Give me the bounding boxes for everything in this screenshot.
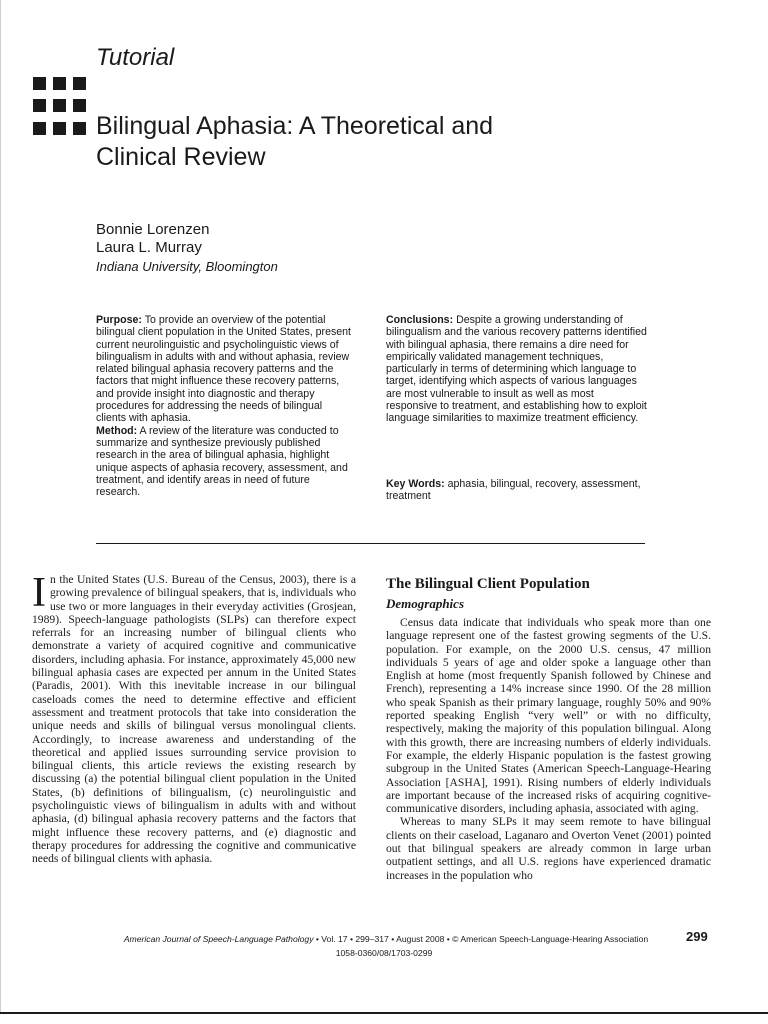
page-footer bbox=[60, 934, 712, 944]
right-body-column bbox=[386, 576, 711, 882]
purpose-label: Purpose: bbox=[96, 314, 142, 326]
section-label: Tutorial bbox=[96, 44, 175, 71]
subsection-heading: Demographics bbox=[386, 596, 464, 611]
intro-text: n the United States (U.S. Bureau of the Census, 2003), there is a growing prevalence of bilingual speakers, that is, individuals who use two or more languages in their everyday activities (Grosjean, 1989). Speech-language pathologists (SLPs) can therefore expect referrals for an increasing number of bilingual clients who demonstrate a variety of acquired cognitive and communicative disorders, including aphasia. For instance, approximately 45,000 new bilingual aphasia cases are expected per annum in the United States (Paradis, 2001). With this inevitable increase in our bilingual caseloads comes the need to determine effective and efficient assessment and treatment protocols that take into consideration the unique needs and skills of bilingual versus monolingual clients. Accordingly, to increase awareness and understanding of the theoretical and applied issues surrounding service provision to bilingual clients, this article reviews the existing research by discussing (a) the potential bilingual client population in the United States, (b) definitions of bilingualism, (c) neurolinguistic and psycholinguistic views of bilingualism in adults with and without aphasia, (d) bilingual aphasia recovery patterns and the factors that might influence these recovery patterns, and (e) diagnostic and therapy procedures for addressing the cognitive and communicative needs of bilingual clients with aphasia. bbox=[32, 573, 356, 866]
page-bottom-edge bbox=[0, 1012, 768, 1014]
journal-details: • Vol. 17 • 299–317 • August 2008 • © American Speech-Language-Hearing Association bbox=[313, 934, 649, 944]
issn-line: 1058-0360/08/1703-0299 bbox=[335, 948, 433, 958]
author-name: Bonnie Lorenzen bbox=[96, 221, 210, 238]
keywords-label: Key Words: bbox=[386, 478, 445, 490]
keywords-text: aphasia, bilingual, recovery, assessment, treatment bbox=[386, 478, 641, 503]
journal-name: American Journal of Speech-Language Pathology bbox=[123, 934, 314, 944]
abstract-conclusions bbox=[386, 314, 648, 425]
author-name: Laura L. Murray bbox=[96, 239, 202, 256]
abstract-left-column bbox=[96, 314, 354, 498]
abstract-right-column bbox=[386, 314, 648, 425]
intro-column bbox=[32, 570, 356, 866]
keywords bbox=[386, 478, 648, 503]
section-heading: The Bilingual Client Population bbox=[386, 576, 590, 592]
author-list bbox=[96, 221, 209, 257]
abstract-method bbox=[96, 425, 354, 499]
body-paragraph: Whereas to many SLPs it may seem remote to have bilingual clients on their caseload, Laganaro and Overton Venet (2001) pointed out that bilingual speakers are already common in large urban outpatient settings, and all U.S. regions have experienced dramatic increases in the population who bbox=[386, 815, 711, 882]
page-number: 299 bbox=[686, 929, 708, 944]
abstract-purpose bbox=[96, 314, 354, 425]
decorative-squares-icon bbox=[33, 77, 91, 137]
affiliation: Indiana University, Bloomington bbox=[96, 259, 278, 274]
conclusions-text: Despite a growing understanding of bilingualism and the various recovery patterns identified with bilingual aphasia, there remains a dire need for empirically validated management techniques, particularly in terms of determining which language to target, identifying which aspects of various languages are most vulnerable to insult as well as most responsive to treatment, and establishing how to exploit language similarities to maximize treatment efficiency. bbox=[386, 314, 647, 425]
article-title: Bilingual Aphasia: A Theoretical and Clinical Review bbox=[96, 112, 494, 171]
body-paragraph: Census data indicate that individuals who speak more than one language represent one of the fastest growing segments of the U.S. population. For example, on the 2000 U.S. census, 47 million individuals 5 years of age and older spoke a language other than English at home (most frequently Spanish followed by Chinese and French), representing a 14% increase since 1990. Of the 28 million who speak Spanish as their primary language, roughly 50% and 90% reported speaking English “very well” or with no difficulty, respectively, making the majority of this population bilingual. Along with this growth, there are increasing numbers of elderly individuals. For example, the elderly Hispanic population is the fastest growing subgroup in the United States (American Speech-Language-Hearing Association [ASHA], 1991). Rising numbers of elderly individuals are important because of the increased risks of acquiring cognitive-communicative disorders, including aphasia, associated with aging. bbox=[386, 616, 711, 816]
drop-cap: I bbox=[32, 570, 46, 616]
purpose-text: To provide an overview of the potential bilingual client population in the United States, present current neurolinguistic and psycholinguistic views of bilingualism in adults with and without aphasia, review related bilingual aphasia recovery patterns and the factors that might influence these recovery patterns, and provide insight into diagnostic and therapy procedures for addressing the needs of bilingual clients with aphasia. bbox=[96, 314, 352, 425]
intro-paragraph bbox=[32, 570, 356, 866]
conclusions-label: Conclusions: bbox=[386, 314, 454, 326]
page-edge bbox=[0, 0, 1, 1012]
method-label: Method: bbox=[96, 424, 138, 437]
section-divider bbox=[96, 543, 645, 544]
method-text: A review of the literature was conducted to summarize and synthesize previously published research in the area of bilingual aphasia, highlight unique aspects of aphasia recovery, assessment, and treatment, and identify areas in need of future research. bbox=[96, 424, 348, 499]
